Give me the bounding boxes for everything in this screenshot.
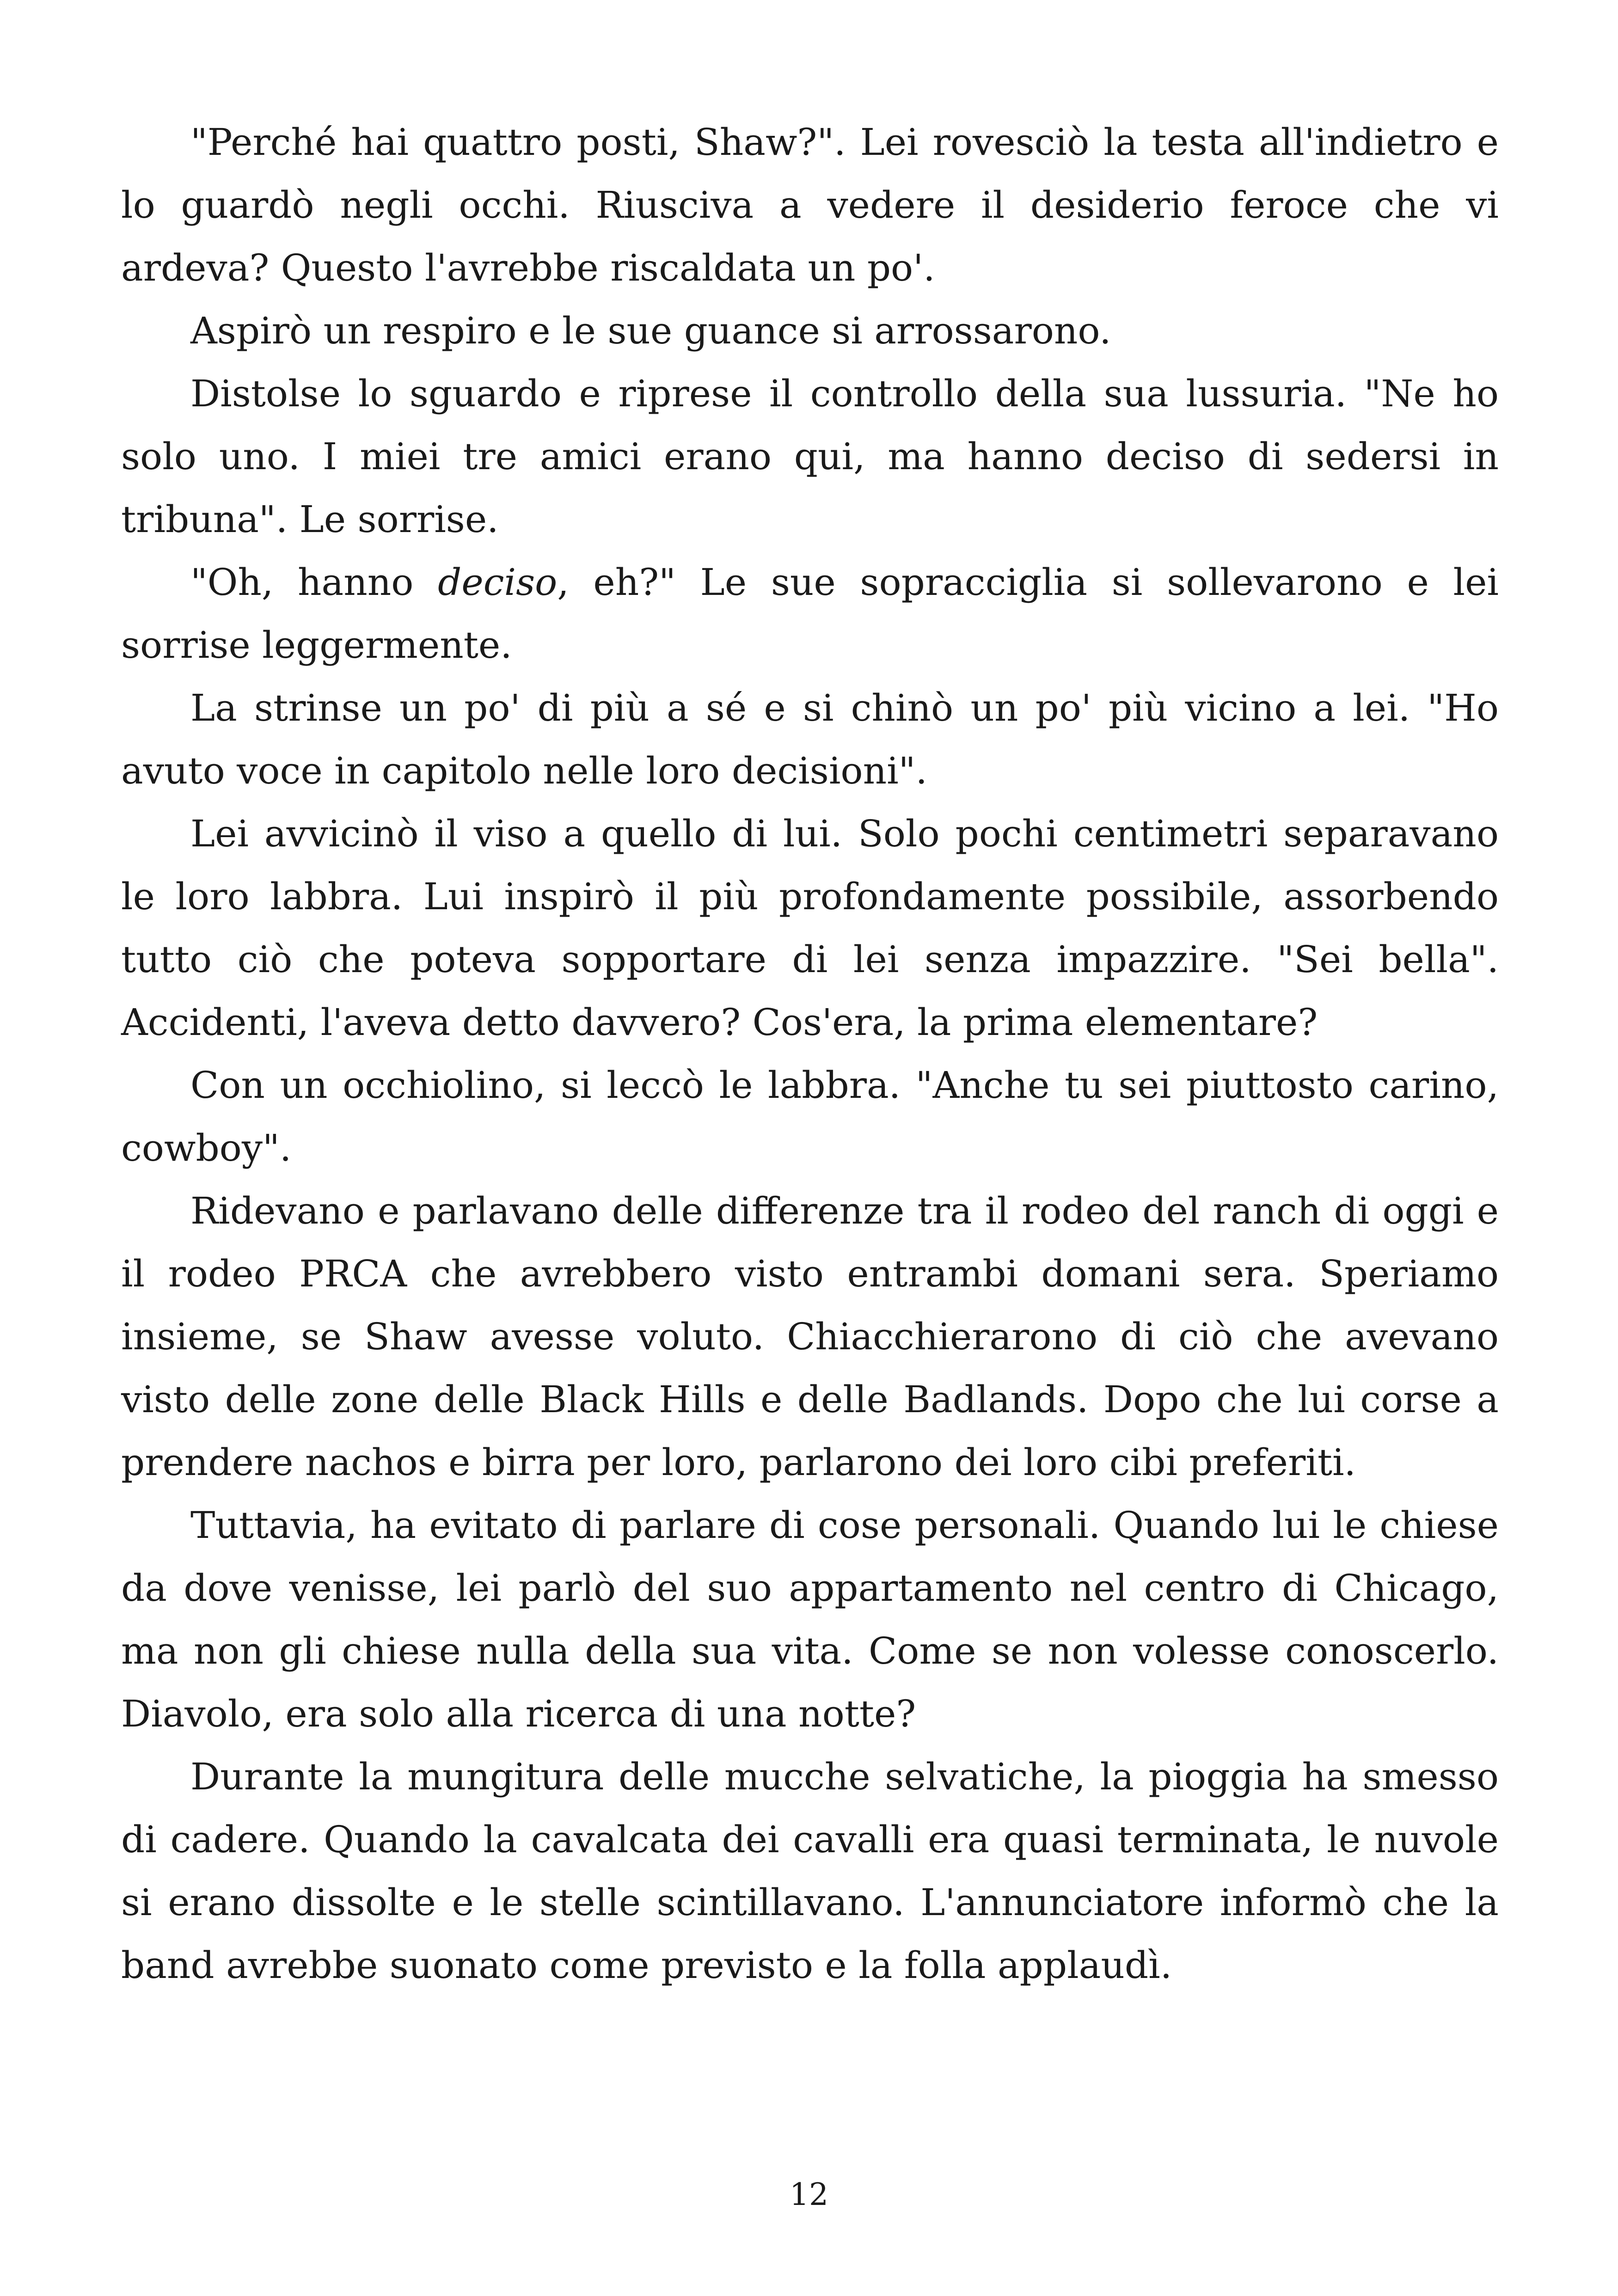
paragraph-10: Durante la mungitura delle mucche selvatiche, la pioggia ha smesso di cadere. Quando la cavalcata dei cavalli era quasi terminata, le nuvole si erano dissolte e le stelle scintillavano. L'annunciatore informò che la band avrebbe suonato come previsto e la folla applaudì. [121,1755,1499,1987]
paragraph-2: Aspirò un respiro e le sue guance si arrossarono. [190,309,1111,352]
paragraph-8: Ridevano e parlavano delle differenze tra il rodeo del ranch di oggi e il rodeo PRCA che avrebbero visto entrambi domani sera. Speriamo insieme, se Shaw avesse voluto. Chiacchierarono di ciò che avevano visto delle zone delle Black Hills e delle Badlands. Dopo che lui corse a prendere nachos e birra per loro, parlarono dei loro cibi preferiti. [121,1189,1499,1484]
paragraph-4 [121,551,1499,677]
paragraph-6: Lei avvicinò il viso a quello di lui. Solo pochi centimetri separavano le loro labbra. Lui inspirò il più profondamente possibile, assorbendo tutto ciò che poteva sopportare di lei senza impazzire. "Sei bella". Accidenti, l'aveva detto davvero? Cos'era, la prima elementare? [121,812,1499,1044]
body-text [121,111,1499,1997]
paragraph-4-end: , eh?" Le sue sopracciglia si sollevarono e lei sorrise leggermente. [121,561,1499,667]
paragraph-7: Con un occhiolino, si leccò le labbra. "Anche tu sei piuttosto carino, cowboy". [121,1064,1499,1169]
paragraph-3: Distolse lo sguardo e riprese il controllo della sua lussuria. "Ne ho solo uno. I miei tre amici erano qui, ma hanno deciso di sedersi in tribuna". Le sorrise. [121,372,1499,541]
paragraph-9: Tuttavia, ha evitato di parlare di cose personali. Quando lui le chiese da dove venisse, lei parlò del suo appartamento nel centro di Chicago, ma non gli chiese nulla della sua vita. Come se non volesse conoscerlo. Diavolo, era solo alla ricerca di una notte? [121,1504,1499,1735]
paragraph-4-emphasis: deciso [438,561,558,604]
paragraph-1: "Perché hai quattro posti, Shaw?". Lei rovesciò la testa all'indietro e lo guardò negli occhi. Riusciva a vedere il desiderio feroce che vi ardeva? Questo l'avrebbe riscaldata un po'. [121,121,1499,289]
paragraph-4-start: "Oh, hanno [190,561,438,604]
page-number: 12 [790,2177,828,2212]
paragraph-5: La strinse un po' di più a sé e si chinò un po' più vicino a lei. "Ho avuto voce in capitolo nelle loro decisioni". [121,686,1499,792]
